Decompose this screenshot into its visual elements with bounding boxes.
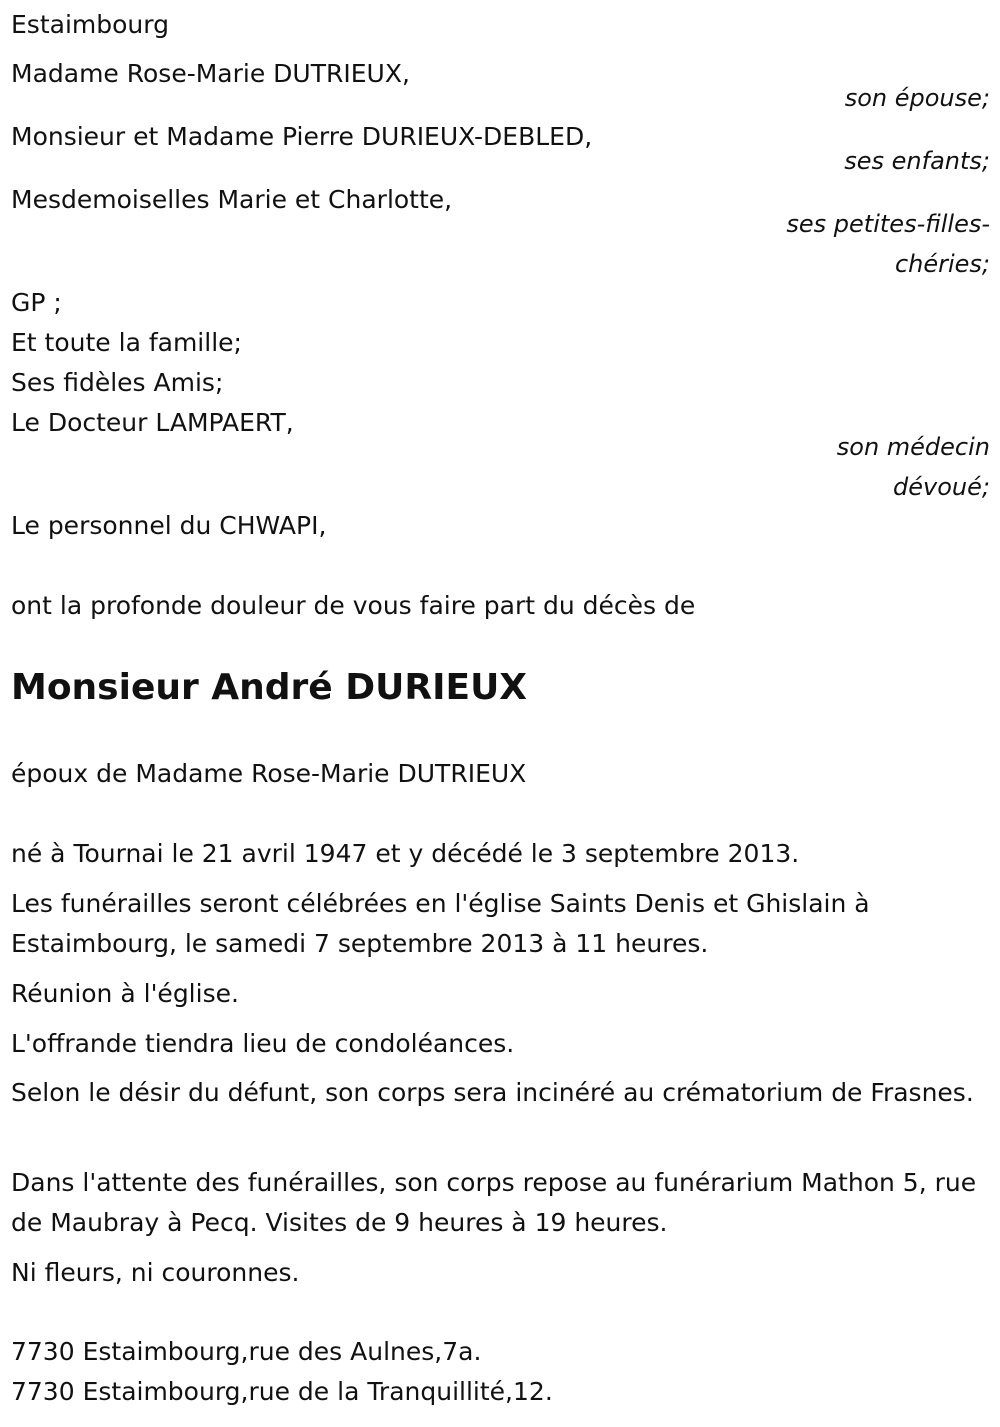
meeting-text: Réunion à l'église.: [11, 979, 239, 1008]
family-member-name: GP ;: [11, 288, 62, 317]
family-member-name: Monsieur et Madame Pierre DURIEUX-DEBLED,: [11, 122, 593, 151]
family-member-name: Et toute la famille;: [11, 328, 242, 357]
location-heading: Estaimbourg: [11, 10, 169, 39]
family-member-name: Mesdemoiselles Marie et Charlotte,: [11, 185, 453, 214]
family-member-name: Le Docteur LAMPAERT,: [11, 408, 294, 437]
announcement-text: ont la profonde douleur de vous faire part du décès de: [11, 591, 696, 620]
family-member-name: Ses fidèles Amis;: [11, 368, 224, 397]
family-member-role: ses petites-filles-: [786, 210, 990, 238]
family-member-role: son épouse;: [844, 84, 990, 112]
address-line: 7730 Estaimbourg,rue des Aulnes,7a.: [11, 1337, 482, 1366]
cremation-text: Selon le désir du défunt, son corps sera incinéré au crématorium de Frasnes.: [11, 1078, 974, 1107]
offering-text: L'offrande tiendra lieu de condoléances.: [11, 1029, 515, 1058]
family-member-name: Le personnel du CHWAPI,: [11, 511, 327, 540]
family-member-role: son médecin: [836, 433, 990, 461]
family-member-role-cont: dévoué;: [893, 473, 990, 501]
birth-death-text: né à Tournai le 21 avril 1947 et y décédé le 3 septembre 2013.: [11, 839, 800, 868]
address-line: 7730 Estaimbourg,rue de la Tranquillité,12.: [11, 1377, 553, 1406]
family-member-role: ses enfants;: [844, 147, 990, 175]
deceased-name: Monsieur André DURIEUX: [11, 667, 528, 708]
funeral-text: Les funérailles seront célébrées en l'église Saints Denis et Ghislain à Estaimbourg, le samedi 7 septembre 2013 à 11 heures.: [11, 889, 870, 958]
spouse-text: époux de Madame Rose-Marie DUTRIEUX: [11, 759, 527, 788]
flowers-text: Ni fleurs, ni couronnes.: [11, 1258, 300, 1287]
family-member-role-cont: chéries;: [894, 250, 990, 278]
family-member-name: Madame Rose-Marie DUTRIEUX,: [11, 59, 410, 88]
visitation-text: Dans l'attente des funérailles, son corps repose au funérarium Mathon 5, rue de Maubray à Pecq. Visites de 9 heures à 19 heures.: [11, 1168, 977, 1237]
